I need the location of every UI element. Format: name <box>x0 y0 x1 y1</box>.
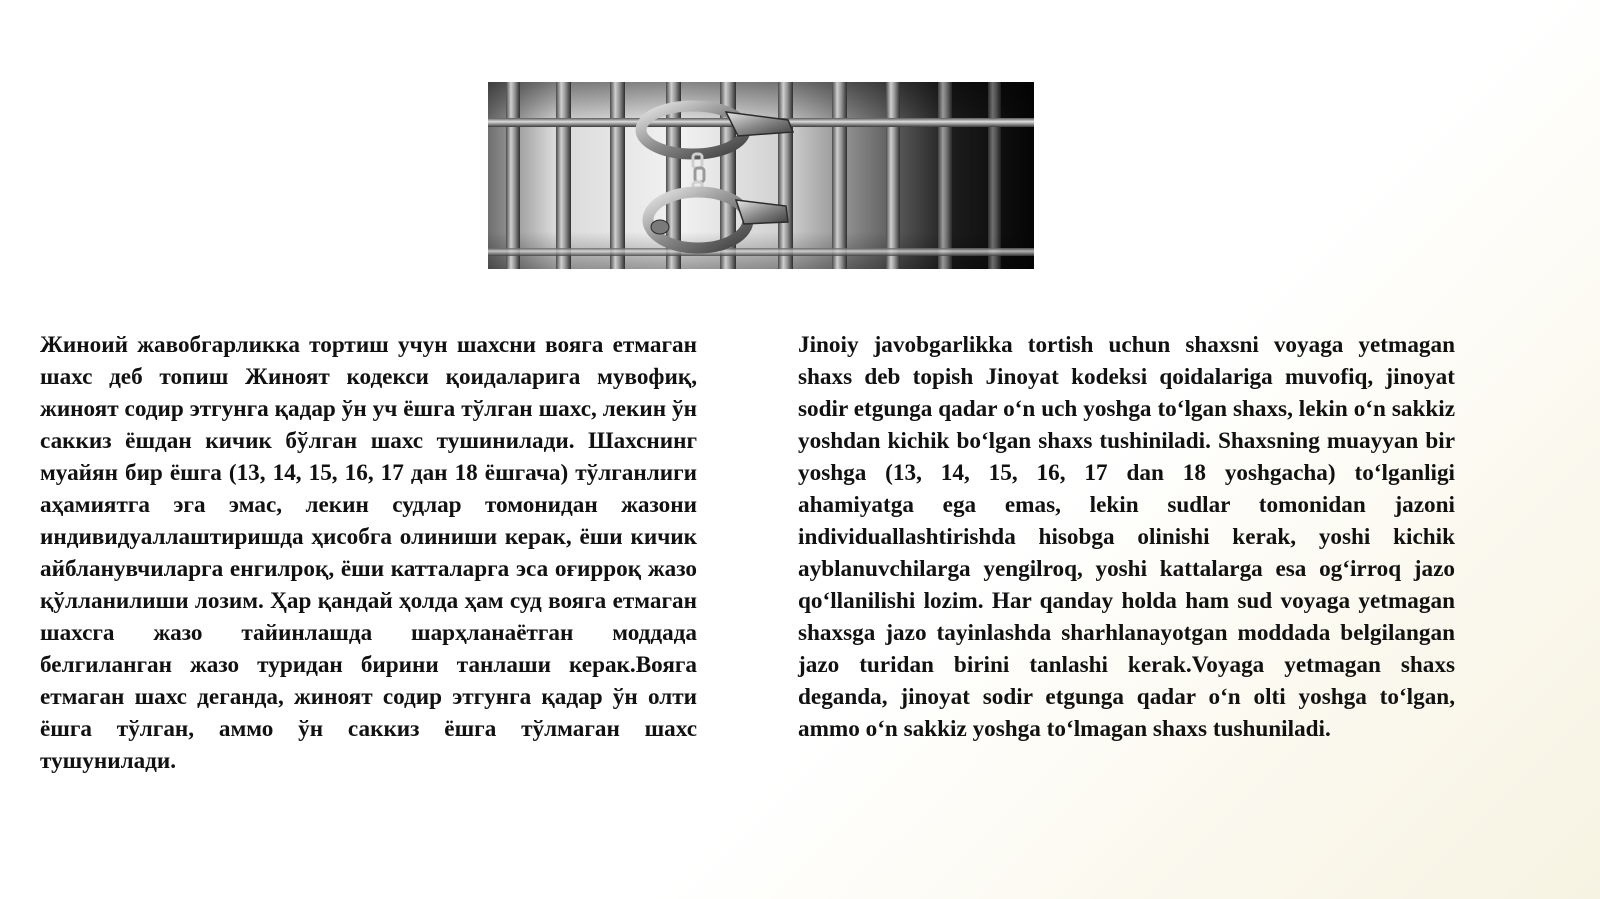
article-text-cyrillic: Жиноий жавобгарликка тортиш учун шахсни вояга етмаган шахс деб топиш Жиноят кодекси қоидаларига мувофиқ, жиноят содир этгунга қадар ўн уч ёшга тўлган шахс, лекин ўн саккиз ёшдан кичик бўлган шахс тушинилади. Шахснинг муайян бир ёшга (13, 14, 15, 16, 17 дан 18 ёшгача) тўлганлиги аҳамиятга эга эмас, лекин судлар томонидан жазони индивидуаллаштиришда ҳисобга олиниши керак, ёши кичик айбланувчиларга енгилроқ, ёши катталарга эса оғирроқ жазо қўлланилиши лозим. Ҳар қандай ҳолда ҳам суд вояга етмаган шахсга жазо тайинлашда шарҳланаётган моддада белгиланган жазо туридан бирини танлаши керак.Вояга етмаган шахс деганда, жиноят содир этгунга қадар ўн олти ёшга тўлган, аммо ўн саккиз ёшга тўлмаган шахс тушунилади. <box>40 332 697 774</box>
handcuffs-on-prison-bars-icon <box>488 82 1034 269</box>
article-text-latin: Jinoiy javobgarlikka tortish uchun shaxsni voyaga yetmagan shaxs deb topish Jinoyat kodeksi qoidalariga muvofiq, jinoyat sodir etgunga qadar o‘n uch yoshga to‘lgan shaxs, lekin o‘n sakkiz yoshdan kichik bo‘lgan shaxs tushiniladi. Shaxsning muayyan bir yoshga (13, 14, 15, 16, 17 dan 18 yoshgacha) to‘lganligi ahamiyatga ega emas, lekin sudlar tomonidan jazoni individuallashtirishda hisobga olinishi kerak, yoshi kichik ayblanuvchilarga yengilroq, yoshi kattalarga esa og‘irroq jazo qo‘llanilishi lozim. Har qanday holda ham sud voyaga yetmagan shaxsga jazo tayinlashda sharhlanayotgan moddada belgilangan jazo turidan birini tanlashi kerak.Voyaga yetmagan shaxs deganda, jinoyat sodir etgunga qadar o‘n olti yoshga to‘lgan, ammo o‘n sakkiz yoshga to‘lmagan shaxs tushuniladi. <box>798 332 1455 742</box>
